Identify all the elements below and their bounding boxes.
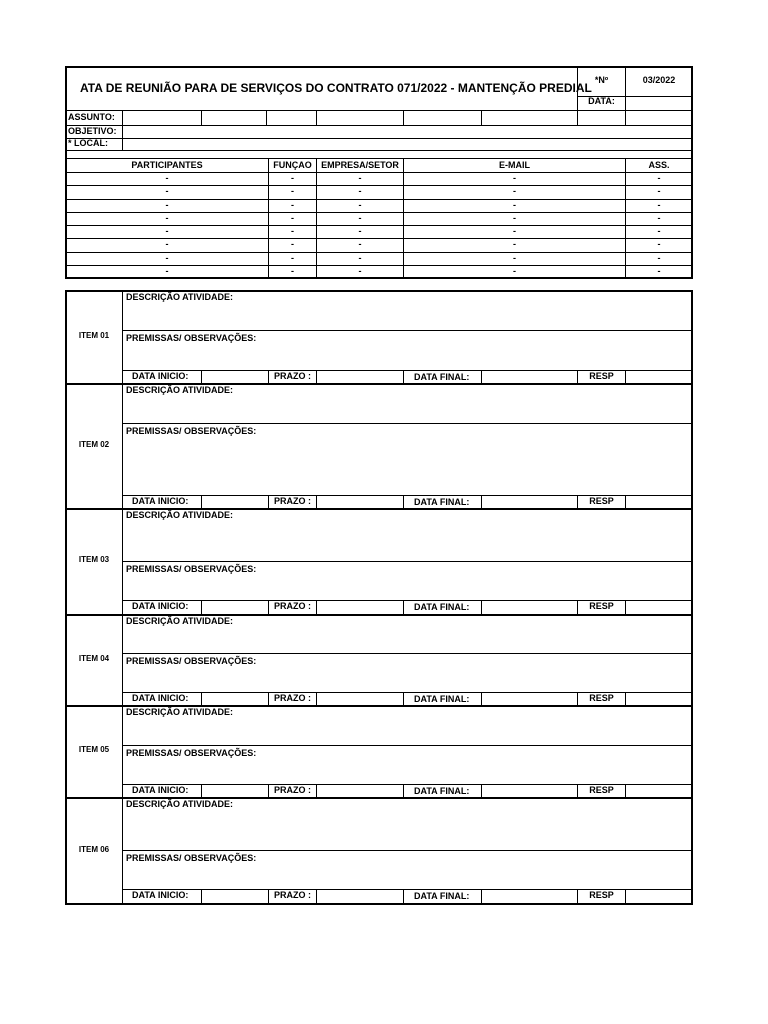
- participant-cell[interactable]: -: [358, 252, 362, 263]
- premissas-field[interactable]: [124, 865, 691, 888]
- participant-cell[interactable]: -: [358, 265, 362, 276]
- resp-label: RESP: [589, 371, 614, 381]
- premissas-label: PREMISSAS/ OBSERVAÇÕES:: [126, 656, 257, 666]
- data-inicio-label: DATA INICIO:: [132, 890, 189, 900]
- objetivo-label: OBJETIVO:: [68, 126, 117, 136]
- participant-cell[interactable]: -: [513, 186, 516, 197]
- premissas-label: PREMISSAS/ OBSERVAÇÕES:: [126, 853, 257, 863]
- prazo-field[interactable]: [317, 785, 403, 796]
- prazo-label: PRAZO :: [274, 693, 311, 703]
- descricao-label: DESCRIÇÃO ATIVIDADE:: [126, 292, 234, 302]
- local-field[interactable]: [123, 139, 692, 150]
- participant-cell[interactable]: -: [513, 173, 516, 183]
- prazo-label: PRAZO :: [274, 496, 311, 506]
- item-label: ITEM 04: [78, 653, 110, 663]
- participant-cell[interactable]: -: [358, 186, 362, 197]
- premissas-label: PREMISSAS/ OBSERVAÇÕES:: [126, 748, 257, 758]
- participant-cell[interactable]: -: [291, 173, 294, 183]
- premissas-field[interactable]: [124, 345, 691, 369]
- participant-cell[interactable]: -: [513, 199, 516, 210]
- col-email: E-MAIL: [499, 160, 530, 170]
- descricao-field[interactable]: [124, 397, 691, 422]
- participant-cell[interactable]: -: [513, 212, 516, 223]
- col-ass: ASS.: [648, 160, 670, 170]
- data-final-label: DATA FINAL:: [414, 891, 470, 901]
- participant-cell[interactable]: -: [657, 239, 661, 250]
- participant-cell[interactable]: -: [291, 226, 294, 236]
- data-final-field[interactable]: [482, 785, 577, 796]
- local-label: * LOCAL:: [68, 138, 108, 148]
- data-final-label: DATA FINAL:: [414, 694, 470, 704]
- resp-label: RESP: [589, 785, 614, 795]
- prazo-label: PRAZO :: [274, 785, 311, 795]
- premissas-field[interactable]: [124, 668, 691, 691]
- participant-cell[interactable]: -: [513, 265, 516, 276]
- date-label: DATA:: [588, 96, 615, 106]
- data-inicio-field[interactable]: [202, 371, 267, 382]
- item-label: ITEM 06: [78, 845, 110, 854]
- premissas-label: PREMISSAS/ OBSERVAÇÕES:: [126, 426, 257, 436]
- data-inicio-field[interactable]: [202, 890, 267, 904]
- participant-cell[interactable]: -: [657, 212, 661, 223]
- col-empresa-setor: EMPRESA/SETOR: [321, 160, 399, 170]
- participant-cell[interactable]: -: [165, 265, 169, 276]
- data-inicio-field[interactable]: [202, 601, 267, 613]
- data-final-field[interactable]: [482, 890, 577, 904]
- participant-cell[interactable]: -: [165, 239, 169, 250]
- resp-field[interactable]: [626, 371, 691, 382]
- data-final-label: DATA FINAL:: [414, 372, 470, 382]
- assunto-field[interactable]: [123, 111, 692, 125]
- descricao-field[interactable]: [124, 719, 691, 744]
- participant-cell[interactable]: -: [358, 212, 362, 223]
- data-inicio-field[interactable]: [202, 693, 267, 704]
- data-inicio-label: DATA INICIO:: [132, 371, 189, 381]
- data-final-label: DATA FINAL:: [414, 497, 470, 507]
- data-inicio-label: DATA INICIO:: [132, 601, 189, 611]
- premissas-label: PREMISSAS/ OBSERVAÇÕES:: [126, 564, 257, 574]
- participant-cell[interactable]: -: [657, 199, 661, 210]
- descricao-label: DESCRIÇÃO ATIVIDADE:: [126, 510, 234, 520]
- resp-field[interactable]: [626, 693, 691, 704]
- prazo-label: PRAZO :: [274, 890, 311, 900]
- data-final-field[interactable]: [482, 693, 577, 704]
- data-inicio-label: DATA INICIO:: [132, 785, 189, 795]
- prazo-field[interactable]: [317, 601, 403, 613]
- participant-cell[interactable]: -: [657, 252, 661, 263]
- participant-cell[interactable]: -: [513, 252, 516, 263]
- descricao-label: DESCRIÇÃO ATIVIDADE:: [126, 385, 234, 395]
- resp-field[interactable]: [626, 890, 691, 904]
- item-label: ITEM 05: [78, 745, 110, 754]
- assunto-label: ASSUNTO:: [68, 112, 115, 122]
- participant-cell[interactable]: -: [165, 173, 169, 183]
- descricao-field[interactable]: [124, 811, 691, 849]
- col-funcao: FUNÇAO: [273, 160, 312, 170]
- date-field[interactable]: [626, 97, 692, 109]
- data-inicio-field[interactable]: [202, 785, 267, 796]
- participant-cell[interactable]: -: [165, 186, 169, 197]
- prazo-field[interactable]: [317, 890, 403, 904]
- participant-cell[interactable]: -: [165, 212, 169, 223]
- participant-cell[interactable]: -: [358, 226, 362, 236]
- descricao-field[interactable]: [124, 522, 691, 560]
- participant-cell[interactable]: -: [657, 173, 661, 183]
- resp-label: RESP: [589, 890, 614, 900]
- participant-cell[interactable]: -: [165, 199, 169, 210]
- descricao-field[interactable]: [124, 304, 691, 329]
- participant-cell[interactable]: -: [291, 239, 294, 250]
- number-value: 03/2022: [642, 75, 676, 85]
- descricao-label: DESCRIÇÃO ATIVIDADE:: [126, 616, 234, 626]
- form-title: ATA DE REUNIÃO PARA DE SERVIÇOS DO CONTRATO 071/2022 - MANTENÇÃO PREDIAL: [80, 81, 592, 95]
- participant-cell[interactable]: -: [358, 239, 362, 250]
- premissas-field[interactable]: [124, 576, 691, 599]
- data-inicio-field[interactable]: [202, 496, 267, 507]
- participant-cell[interactable]: -: [291, 252, 294, 263]
- participant-cell[interactable]: -: [657, 226, 661, 236]
- prazo-label: PRAZO :: [274, 601, 311, 611]
- item-label: ITEM 03: [78, 555, 110, 564]
- descricao-field[interactable]: [124, 628, 691, 652]
- premissas-field[interactable]: [124, 438, 691, 494]
- participant-cell[interactable]: -: [657, 265, 661, 276]
- participant-cell[interactable]: -: [358, 173, 362, 183]
- participant-cell[interactable]: -: [291, 212, 294, 223]
- data-final-label: DATA FINAL:: [414, 786, 470, 796]
- data-final-field[interactable]: [482, 601, 577, 613]
- prazo-field[interactable]: [317, 693, 403, 704]
- participant-cell[interactable]: -: [165, 252, 169, 263]
- resp-label: RESP: [589, 693, 614, 703]
- data-final-field[interactable]: [482, 496, 577, 507]
- col-participantes: PARTICIPANTES: [131, 160, 203, 170]
- number-label: *Nº: [594, 75, 609, 85]
- resp-label: RESP: [589, 496, 614, 506]
- item-label: ITEM 01: [78, 330, 110, 340]
- participant-cell[interactable]: -: [291, 265, 294, 276]
- participant-cell[interactable]: -: [291, 199, 294, 210]
- data-final-field[interactable]: [482, 371, 577, 382]
- objetivo-field[interactable]: [123, 126, 692, 137]
- resp-field[interactable]: [626, 785, 691, 796]
- participant-cell[interactable]: -: [165, 226, 169, 236]
- item-label: ITEM 02: [78, 439, 110, 449]
- resp-field[interactable]: [626, 496, 691, 507]
- participant-cell[interactable]: -: [513, 226, 516, 236]
- prazo-field[interactable]: [317, 371, 403, 382]
- prazo-field[interactable]: [317, 496, 403, 507]
- data-inicio-label: DATA INICIO:: [132, 693, 189, 703]
- participant-cell[interactable]: -: [358, 199, 362, 210]
- descricao-label: DESCRIÇÃO ATIVIDADE:: [126, 799, 234, 809]
- participant-cell[interactable]: -: [513, 239, 516, 250]
- participant-cell[interactable]: -: [291, 186, 294, 197]
- descricao-label: DESCRIÇÃO ATIVIDADE:: [126, 707, 234, 717]
- participant-cell[interactable]: -: [657, 186, 661, 197]
- data-final-label: DATA FINAL:: [414, 602, 470, 612]
- data-inicio-label: DATA INICIO:: [132, 496, 189, 506]
- resp-label: RESP: [589, 601, 614, 611]
- premissas-label: PREMISSAS/ OBSERVAÇÕES:: [126, 333, 257, 343]
- premissas-field[interactable]: [124, 760, 691, 783]
- resp-field[interactable]: [626, 601, 691, 613]
- prazo-label: PRAZO :: [274, 371, 311, 381]
